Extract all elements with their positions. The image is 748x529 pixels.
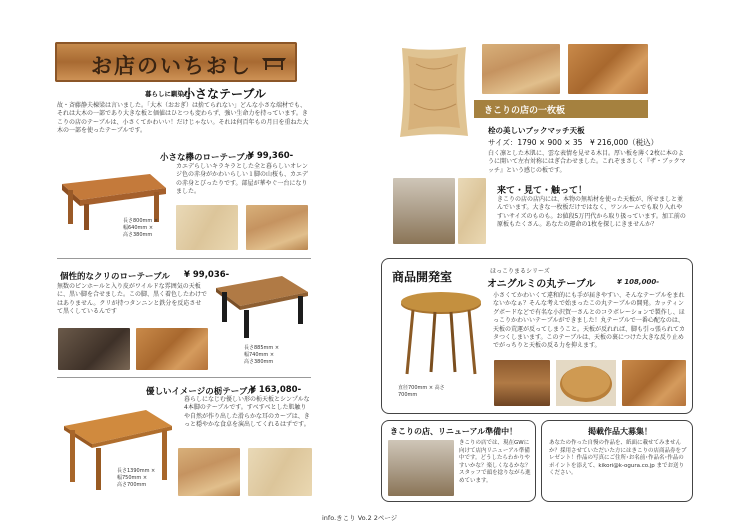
dev-series: ほっこりまるシリーズ: [490, 268, 550, 275]
item1-dim-length: 長さ800mm ×: [123, 218, 159, 224]
dev-dims: [398, 385, 445, 399]
item3-title: 優しいイメージの栃テーブル: [146, 387, 256, 397]
item1-dim-height: 高さ380mm: [123, 232, 153, 238]
item3-dim-length: 長さ1390mm ×: [117, 468, 156, 474]
item1-price: ¥ 99,360-: [248, 151, 294, 161]
shop-photo-1: [393, 178, 455, 244]
item1-desc: カエデらしいキラキラとした全と暮らしいオレンジ色の赤身がかわいらしい１脚の山桜も、カエデの赤身とびったりです。部屋が華やぐ一台になりました。: [176, 163, 309, 196]
dev-dim-diameter: 直径700mm × 高さ: [398, 385, 445, 391]
item1-photo-room: [176, 205, 238, 250]
dev-photo-2: [556, 360, 616, 406]
ichimaiita-banner-text: きこりの店の一枚板: [484, 106, 566, 116]
dev-price: ¥ 108,000-: [617, 278, 660, 286]
dev-photo-1: [494, 360, 550, 406]
item3-dim-height: 高さ700mm: [117, 482, 147, 488]
dev-heading: 商品開発室: [392, 270, 453, 284]
slab-photo: [396, 44, 472, 140]
dev-dim-height: 700mm: [398, 392, 418, 398]
item2-dims: [244, 345, 279, 366]
shop-photo-2: [458, 178, 486, 244]
footer-text: info.きこり Vo.2 2ページ: [322, 514, 398, 522]
kite-desc: きこりの店の店内には、本物の無垢材を使った天板が、所せましと並んでいます。大きな一枚板だけではなく、ワンルームでも取り入れやすいサイズのものも。お値段5万円代から取り扱っています。加工前の原板もたくさん。あなたの運命の1枚を探しにきませんか？: [497, 196, 686, 229]
slab-grain-photo-1: [482, 44, 560, 94]
dev-photo-3: [622, 360, 686, 406]
item2-dim-height: 高さ380mm: [244, 359, 274, 365]
intro-body: 故・斉藤静夫棟梁は言いました。「大木（おおぎ）は捨てられない」どんな小さな端材でも、それは大木の一部であり大きな板と価値はひとつも変わらず、強い生命力を持っています。きこりの店のテーブルは、小さくてかわいい！だけじゃない。それは何百年もの月日を重ねた大木の一部を使ったテーブルです。: [57, 102, 309, 135]
wanted-desc: あなたの作った自慢の作品を、紙面に載せてみませんか？採用させていただいた方にはきこりの店商品券をプレゼント！作品の写真にご住所･お名前･作品名･作品のポイントを添えて、kikori@k-ogura.co.jp までお送りください。: [549, 440, 687, 477]
ichimaiita-banner: [474, 100, 648, 118]
renewal-desc: きこりの店では、現在GWに向けて店内リニューアル準備中です。どうしたらわかりやすいかな？楽しくなるかな？スタッフで頭を捻りながら進めています。: [459, 440, 531, 484]
item1-dims: [123, 218, 158, 239]
kite-title: 来て・見て・触って！: [497, 186, 588, 196]
wanted-title: 掲載作品大募集！: [588, 427, 652, 436]
dev-main-photo: [395, 288, 487, 378]
slab-grain-photo-2: [568, 44, 648, 94]
item2-desc: 無数のピンホールと入り皮がワイルドな雰囲気の天板に、黒い脚を合せました。この脚、黒く着色したわけではありません。クリが持つタンニンと鉄分を反応させて黒くしているんです: [57, 283, 208, 316]
header-sign: [55, 42, 297, 82]
item2-main-photo: [212, 272, 312, 340]
intro-title: 小さなテーブル: [183, 87, 266, 101]
item3-dims: [117, 468, 155, 489]
item2-photo-detail: [136, 328, 208, 370]
item3-price: ¥ 163,080-: [250, 385, 302, 395]
item1-photo-detail: [246, 205, 308, 250]
item2-title: 個性的なクリのローテーブル: [60, 272, 170, 282]
ichimaiita-title: 栓の美しいブックマッチ天板: [488, 126, 585, 135]
table-icon: [260, 52, 288, 72]
item3-photo-room: [248, 448, 312, 496]
header-sign-text: お店のいちおし: [91, 53, 252, 78]
renewal-title: きこりの店、リニューアル準備中！: [390, 427, 518, 436]
ichimaiita-spec: サイズ：1790 × 900 × 35 ¥ 216,000（税込）: [488, 138, 659, 147]
intro-kicker: 暮らしに馴染む: [145, 90, 191, 98]
item3-photo-detail: [178, 448, 240, 496]
ichimaiita-desc: 白く凛とした木肌に、雲な表情を見せる木目。厚い板を薄く2枚に本のように開いて左右対称にはぎ合わせました。これぞまさしく『ザ・ブックマッチ』という感じの板です。: [488, 150, 686, 174]
item2-photo-room: [58, 328, 130, 370]
item2-dim-length: 長さ885mm ×: [244, 345, 280, 351]
divider: [57, 377, 311, 378]
item3-dim-width: 幅750mm ×: [117, 475, 148, 481]
divider: [57, 258, 311, 259]
dev-desc: 小さくてかわいくて違和的にも手が届きやすい、そんなテーブルをまれないかなぁ？そんな考えで始まったこの丸テーブルの開発。カッティングボードなどで有名な小沢賀一さんとのコラボレーションで製作し、ほっこりかわいいテーブルができました！丸テーブルで一番心配なのは、天板の荒運が反ってしまうこと。天板が反れれば、脚も引っ張られてカタつくしまいます。このテーブルは、天板の裏につけた大きな反り止めでがっちりと天板の反る力を抑えます。: [493, 292, 686, 350]
item2-dim-width: 幅740mm ×: [244, 352, 275, 358]
dev-title: オニグルミの丸テーブル: [487, 279, 596, 290]
item1-title: 小さな欅のローテーブル: [160, 153, 253, 163]
renewal-photo: [388, 440, 454, 496]
item1-dim-width: 幅640mm ×: [123, 225, 154, 231]
item2-price: ¥ 99,036-: [184, 270, 230, 280]
item3-desc: 暮らしになじむ優しい形の栃天板とシンプルな4本脚のテーブルです。すべすべとした肌触りや自然が作り出した滑らかな耳のカーブは、きっと穏やかな食卓を演出してくれるはずです。: [184, 396, 310, 429]
